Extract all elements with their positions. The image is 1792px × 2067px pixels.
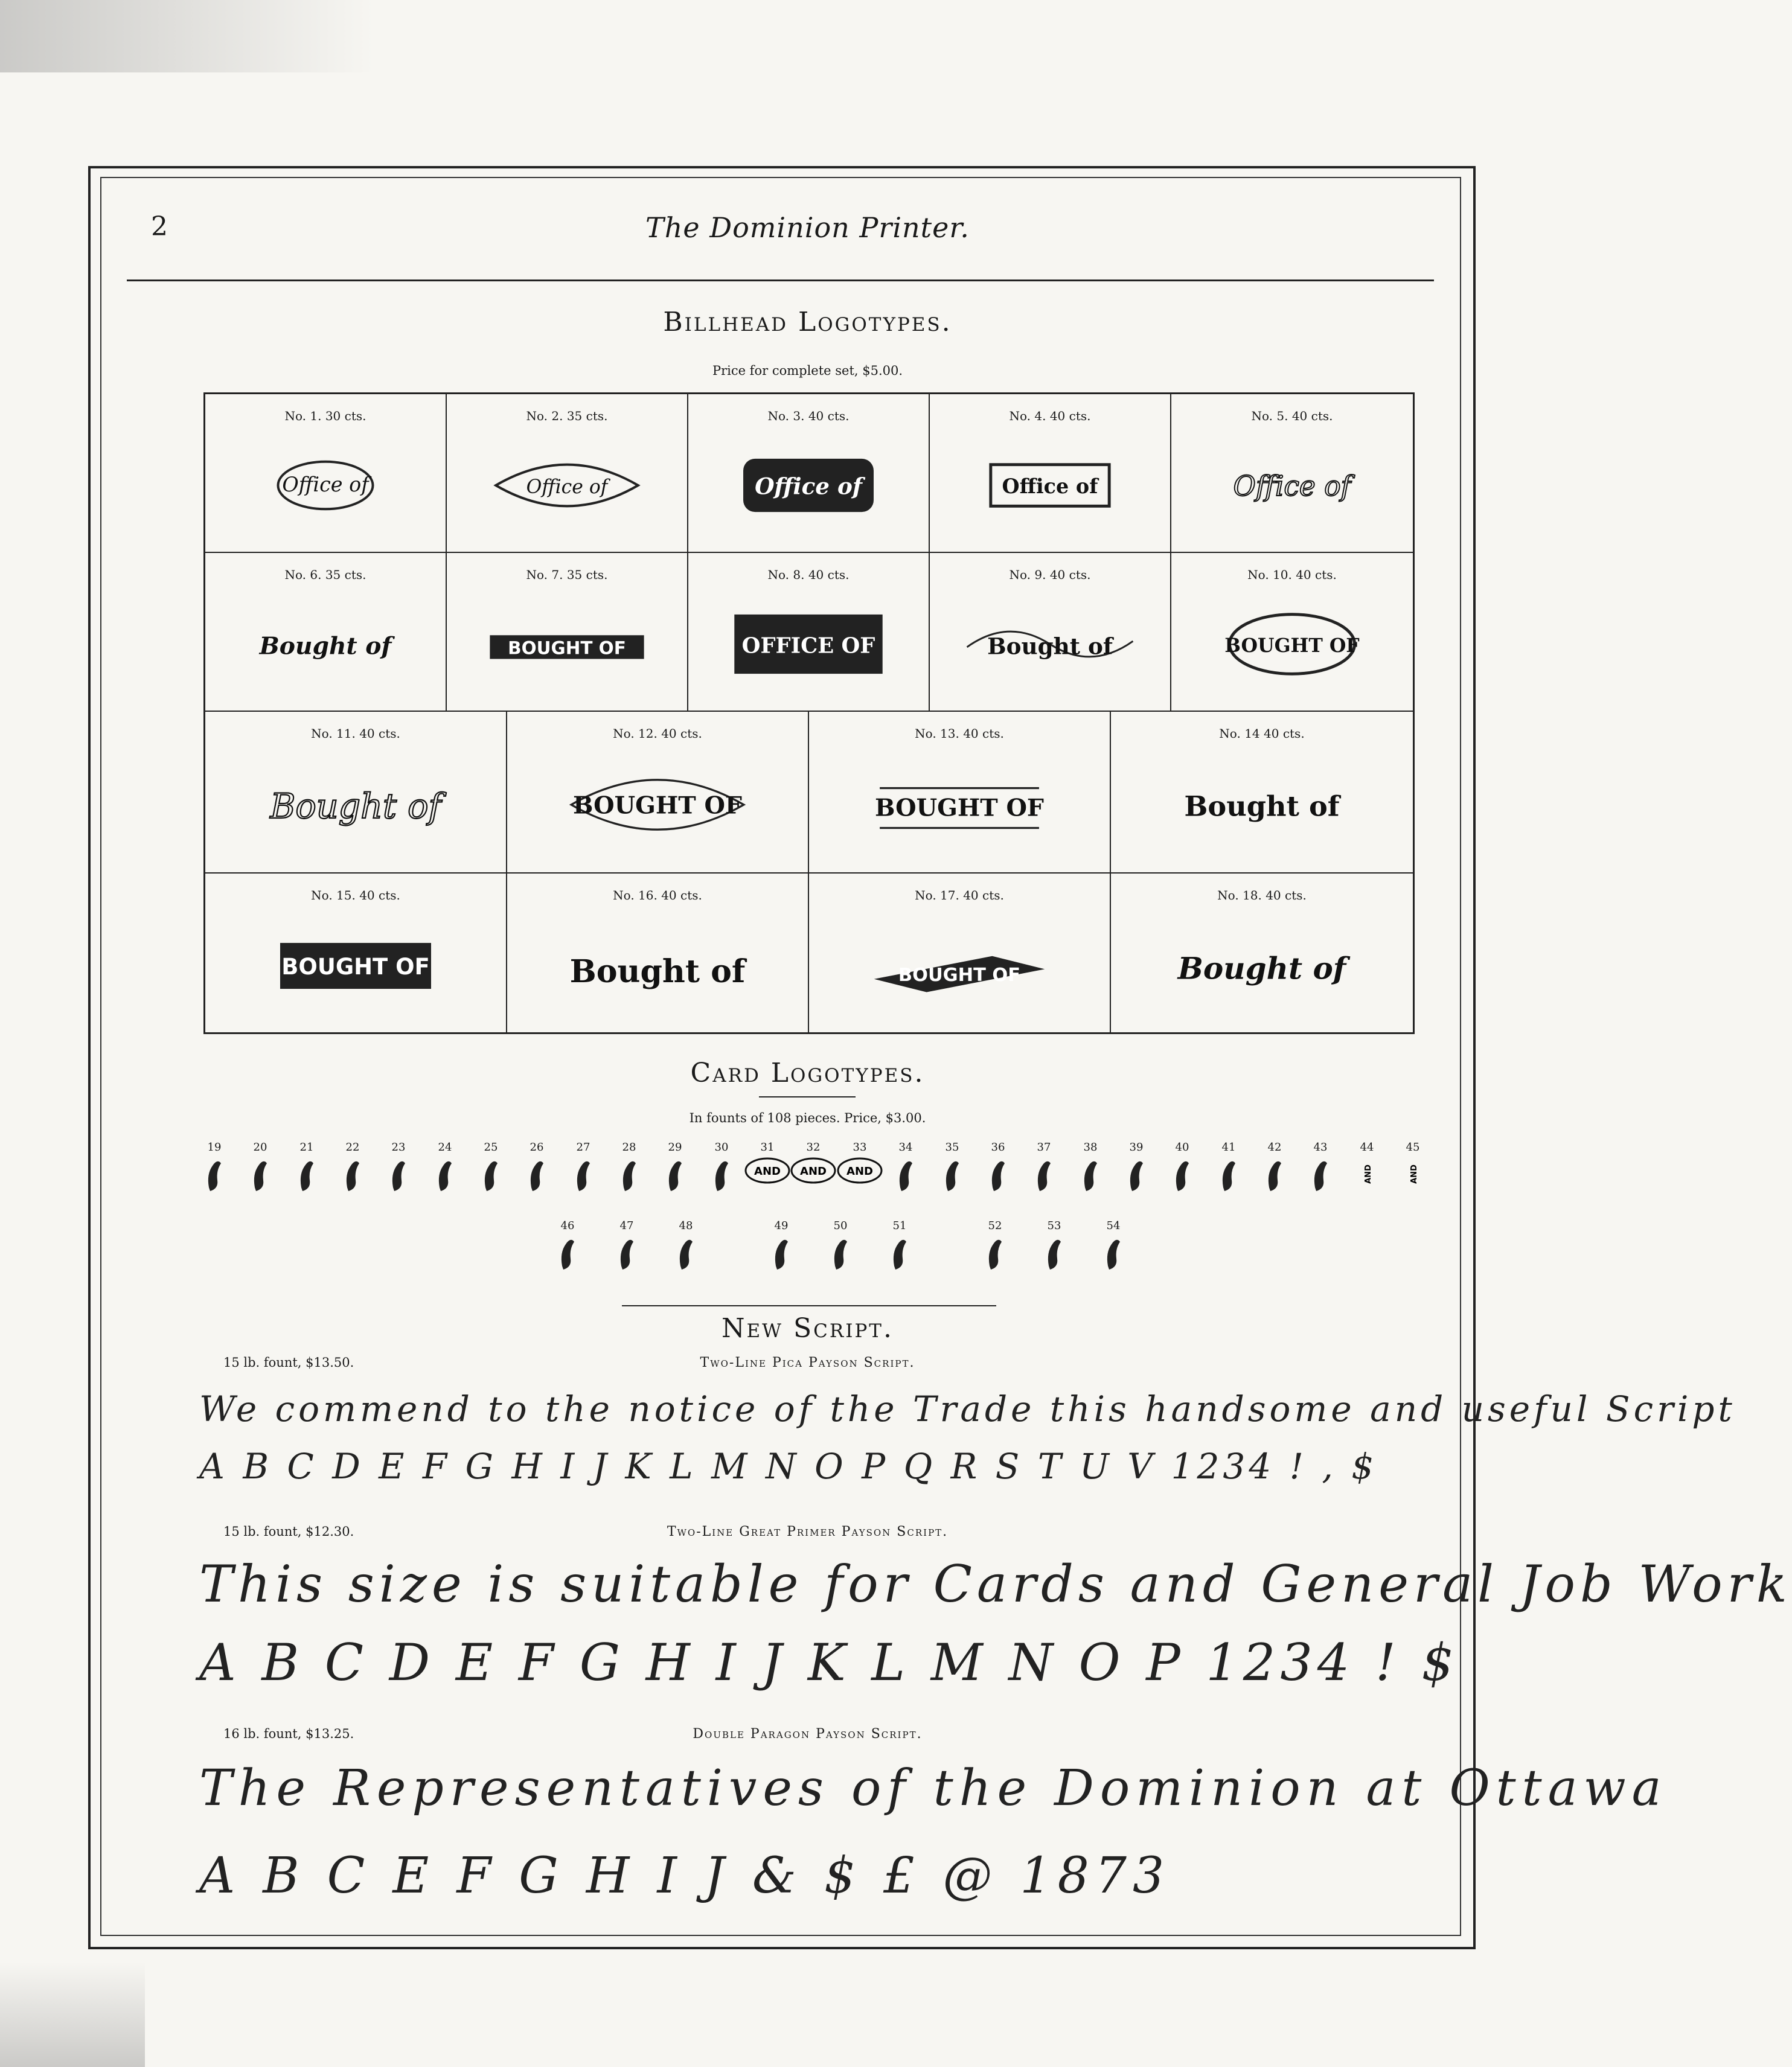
card-logotype [1026,1141,1062,1193]
card-number: 28 [622,1141,636,1154]
card-number: 27 [576,1141,590,1154]
card-number: 35 [945,1141,959,1154]
billhead-label: No. 6. 35 cts. [284,567,366,582]
billhead-label: No. 12. 40 cts. [613,726,702,741]
card-and-mark [204,1156,225,1193]
font-1-size: 15 lb. fount, $13.50. [223,1355,354,1370]
billhead-label: No. 11. 40 cts. [311,726,400,741]
card-number: 38 [1083,1141,1098,1154]
font-2-alphabet: A B C D E F G H I J K L M N O P 1234 ! $ [199,1633,1459,1692]
card-number: 45 [1406,1141,1420,1154]
billhead-label: No. 13. 40 cts. [915,726,1004,741]
card-number: 49 [774,1219,789,1232]
svg-text:Office of: Office of [755,473,862,500]
card-logotype [882,1219,918,1272]
card-and-mark [616,1235,637,1272]
card-number: 32 [806,1141,821,1154]
new-script-title: New Script. [722,1313,894,1344]
card-and-mark [1126,1156,1147,1193]
card-logotype [609,1219,645,1272]
billhead-cell [205,553,447,711]
svg-text:Bought of: Bought of [987,633,1113,660]
svg-text:BOUGHT OF: BOUGHT OF [572,791,743,820]
card-logotype [1072,1141,1109,1193]
card-number: 51 [892,1219,907,1232]
billhead-cell [809,712,1111,872]
svg-text:Office of: Office of [526,476,608,499]
card-logotype [795,1141,831,1185]
card-and-mark [1218,1156,1239,1193]
billhead-cell [205,394,447,552]
card-logotype [934,1141,970,1193]
card-and-mark [1034,1156,1054,1193]
card-logotype [1118,1141,1154,1193]
card-number: 53 [1047,1219,1061,1232]
billhead-emblem [478,436,656,534]
svg-text:BOUGHT OF: BOUGHT OF [874,794,1045,822]
billhead-cell [1171,394,1413,552]
card-and-mark [942,1156,962,1193]
card-logotype [196,1141,232,1193]
billhead-emblem [237,595,415,693]
card-and-mark [771,1235,792,1272]
font-2-name: Two-Line Great Primer Payson Script. [667,1524,949,1539]
card-logotype [668,1219,704,1272]
card-logotype [977,1219,1013,1272]
card-logotype [242,1141,278,1193]
card-number: 46 [560,1219,575,1232]
card-logotype [427,1141,463,1193]
page-number: 2 [151,211,168,242]
card-logotype [334,1141,371,1193]
card-number: 48 [679,1219,693,1232]
card-logotype [1036,1219,1072,1272]
card-logotype [842,1141,878,1185]
card-logotype [980,1141,1016,1193]
card-and-mark [988,1156,1008,1193]
card-logotype [565,1141,601,1193]
billhead-emblem [237,436,415,534]
billhead-row-4 [205,874,1413,1032]
card-logotype [1164,1141,1200,1193]
card-and-mark [557,1235,578,1272]
svg-text:BOUGHT OF: BOUGHT OF [508,638,626,659]
card-logotype [657,1141,693,1193]
card-and-mark [435,1156,455,1193]
card-number: 43 [1313,1141,1328,1154]
card-logotype [473,1141,509,1193]
header-rule [127,280,1434,281]
card-and-mark [711,1156,732,1193]
card-logotype [380,1141,417,1193]
billhead-emblem [1203,595,1381,693]
billhead-label: No. 18. 40 cts. [1217,888,1307,903]
card-logotype [763,1219,799,1272]
svg-text:BOUGHT OF: BOUGHT OF [281,953,430,980]
billhead-row-3 [205,712,1413,874]
card-title: Card Logotypes. [690,1058,925,1088]
billhead-label: No. 10. 40 cts. [1247,567,1337,582]
billhead-emblem [1203,436,1381,534]
billhead-cell [1111,874,1413,1032]
card-and-mark [1310,1156,1331,1193]
card-and-mark [1080,1156,1101,1193]
billhead-price: Price for complete set, $5.00. [712,363,903,378]
card-and-mark [1401,1156,1425,1192]
font-1-sample: We commend to the notice of the Trade this handsome and useful Script [199,1388,1736,1430]
billhead-label: No. 16. 40 cts. [613,888,702,903]
card-and-mark [895,1156,916,1193]
card-number: 54 [1106,1219,1121,1232]
billhead-emblem [720,595,898,693]
billhead-label: No. 7. 35 cts. [526,567,608,582]
billhead-emblem [245,916,467,1015]
card-number: 30 [714,1141,729,1154]
svg-text:Bought of: Bought of [270,787,441,827]
card-logotype [749,1141,786,1185]
billhead-label: No. 14 40 cts. [1219,726,1305,741]
billhead-label: No. 1. 30 cts. [284,409,366,423]
card-number: 47 [619,1219,634,1232]
card-and-mark [619,1156,639,1193]
card-logotypes [187,1141,1431,1310]
svg-text:Office of: Office of [1233,470,1351,503]
font-3-alphabet: A B C E F G H I J & $ £ @ 1873 [199,1847,1171,1905]
card-and-mark [342,1156,363,1193]
billhead-row-2 [205,553,1413,712]
billhead-cell [809,874,1111,1032]
billhead-cell [930,553,1171,711]
billhead-emblem [245,755,467,855]
card-number: 42 [1267,1141,1282,1154]
billhead-cell [205,712,507,872]
billhead-label: No. 2. 35 cts. [526,409,608,423]
svg-text:Office of: Office of [282,473,369,497]
billhead-emblem [1150,755,1374,855]
billhead-cell [688,553,930,711]
card-number: 20 [253,1141,267,1154]
card-and-mark [526,1156,547,1193]
card-number: 31 [760,1141,775,1154]
card-and-mark [676,1235,696,1272]
card-number: 52 [988,1219,1002,1232]
billhead-label: No. 3. 40 cts. [767,409,850,423]
card-logotype [519,1141,555,1193]
font-1-name: Two-Line Pica Payson Script. [700,1355,915,1370]
card-logotype [1211,1141,1247,1193]
card-number: 29 [668,1141,682,1154]
card-logotype [549,1219,586,1272]
card-logotype [888,1141,924,1193]
card-logotype [1095,1219,1131,1272]
svg-text:OFFICE OF: OFFICE OF [741,634,875,659]
card-and-mark [665,1156,685,1193]
svg-text:Bought of: Bought of [569,953,746,990]
card-and-mark [388,1156,409,1193]
card-and-mark [1355,1156,1379,1192]
card-number: 39 [1129,1141,1144,1154]
card-and-mark [830,1235,851,1272]
font-3-size: 16 lb. fount, $13.25. [223,1727,354,1741]
svg-text:Bought of: Bought of [1184,790,1340,823]
card-logotype [1302,1141,1339,1193]
card-and-mark [889,1235,910,1272]
card-number: 34 [898,1141,913,1154]
billhead-title: Billhead Logotypes. [663,307,952,337]
svg-text:Office of: Office of [1002,474,1098,499]
card-number: 41 [1221,1141,1236,1154]
billhead-label: No. 8. 40 cts. [767,567,850,582]
card-logotype [1256,1141,1293,1193]
card-and-mark [789,1156,837,1185]
card-logotype [289,1141,325,1193]
svg-text:AND: AND [846,1165,873,1178]
svg-text:AND: AND [754,1165,781,1178]
billhead-row-1 [205,394,1413,553]
card-logotype [822,1219,859,1272]
card-number: 36 [991,1141,1005,1154]
card-number: 24 [438,1141,452,1154]
card-and-mark [985,1235,1005,1272]
svg-text:AND: AND [800,1165,827,1178]
card-and-mark [481,1156,501,1193]
billhead-emblem [1150,916,1374,1015]
card-and-mark [1103,1235,1124,1272]
svg-text:AND: AND [1364,1164,1373,1184]
svg-text:Bought of: Bought of [1177,950,1346,986]
billhead-emblem [478,595,656,693]
billhead-emblem [848,755,1071,855]
billhead-emblem [546,916,769,1015]
card-and-mark [1044,1235,1064,1272]
font-3-name: Double Paragon Payson Script. [693,1727,923,1742]
card-number: 21 [299,1141,314,1154]
card-and-mark [250,1156,270,1193]
billhead-label: No. 4. 40 cts. [1009,409,1091,423]
billhead-cell [205,874,507,1032]
card-logotype [1349,1141,1385,1192]
running-title: The Dominion Printer. [645,211,970,244]
font-3-sample: The Representatives of the Dominion at Ottawa [199,1760,1668,1817]
font-2-size: 15 lb. fount, $12.30. [223,1524,354,1539]
billhead-cell [447,394,688,552]
card-and-mark [1172,1156,1192,1193]
card-title-rule [759,1096,856,1097]
script-rule [622,1305,996,1306]
svg-text:BOUGHT OF: BOUGHT OF [898,964,1021,986]
card-number: 25 [484,1141,498,1154]
billhead-cell [507,874,809,1032]
card-and-mark [573,1156,594,1193]
scan-noise-top [0,0,374,72]
card-number: 19 [207,1141,222,1154]
card-logotype [611,1141,647,1193]
card-and-mark [296,1156,317,1193]
card-number: 23 [391,1141,406,1154]
font-2-sample: This size is suitable for Cards and General Job Work [199,1554,1792,1614]
svg-text:Bought of: Bought of [259,633,392,661]
card-number: 44 [1360,1141,1374,1154]
card-logotype [703,1141,740,1193]
billhead-cell [1171,553,1413,711]
billhead-label: No. 15. 40 cts. [311,888,400,903]
card-logotype [1395,1141,1431,1192]
card-number: 37 [1037,1141,1051,1154]
billhead-emblem [961,436,1139,534]
billhead-cell [688,394,930,552]
billhead-label: No. 5. 40 cts. [1251,409,1333,423]
card-number: 33 [853,1141,867,1154]
scan-noise-bottom [0,1962,145,2067]
card-number: 40 [1175,1141,1189,1154]
font-1-alphabet: A B C D E F G H I J K L M N O P Q R S T U V 1234 ! , $ [199,1446,1378,1487]
svg-text:AND: AND [1410,1164,1419,1184]
card-number: 26 [530,1141,544,1154]
card-number: 50 [833,1219,848,1232]
billhead-emblem [720,436,898,534]
billhead-cell [1111,712,1413,872]
card-and-mark [743,1156,792,1185]
billhead-cell [447,553,688,711]
billhead-label: No. 9. 40 cts. [1009,567,1091,582]
card-and-mark [836,1156,884,1185]
card-number: 22 [345,1141,360,1154]
svg-text:BOUGHT OF: BOUGHT OF [1224,634,1360,657]
card-and-mark [1264,1156,1285,1193]
billhead-emblem [848,916,1071,1015]
billhead-grid [203,392,1415,1034]
billhead-cell [507,712,809,872]
billhead-cell [930,394,1171,552]
billhead-emblem [546,755,769,855]
billhead-emblem [961,595,1139,693]
billhead-label: No. 17. 40 cts. [915,888,1004,903]
card-price: In founts of 108 pieces. Price, $3.00. [689,1111,926,1125]
